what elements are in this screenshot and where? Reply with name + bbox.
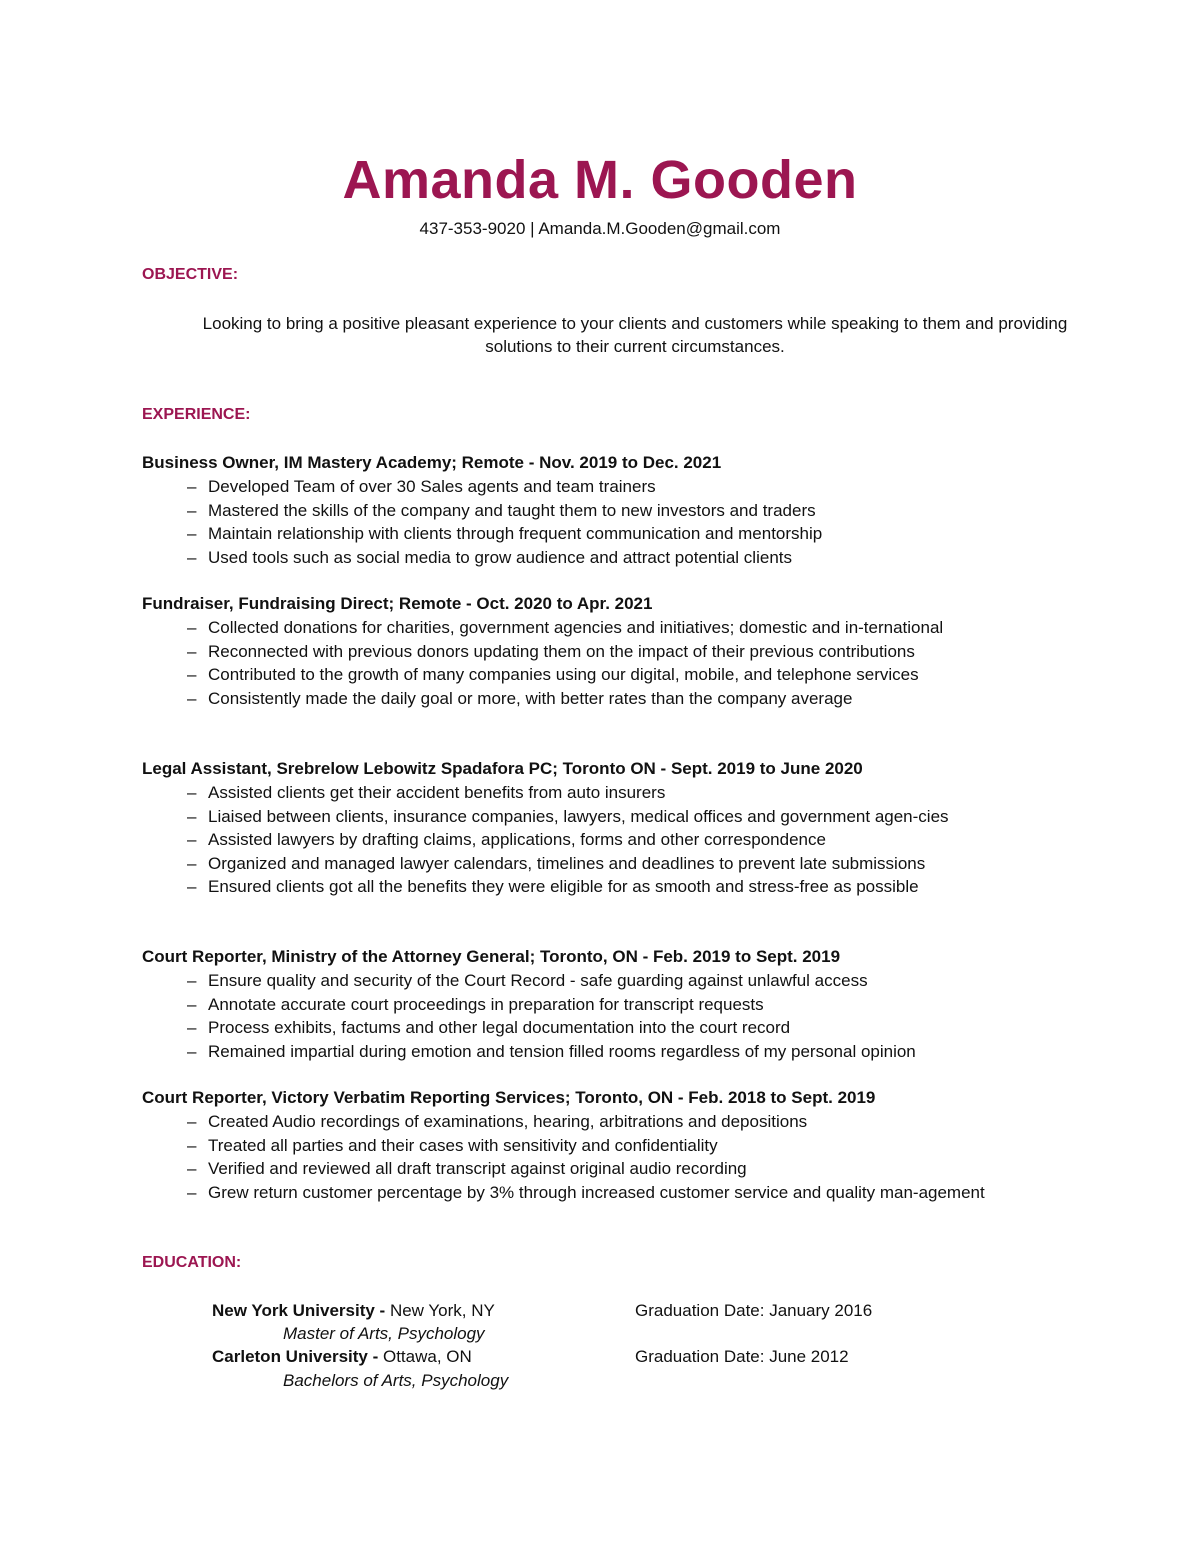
bullet-text: Grew return customer percentage by 3% through increased customer service and quality man-agement xyxy=(208,1182,985,1202)
education-entry xyxy=(212,1300,495,1322)
degree: Bachelors of Arts, Psychology xyxy=(283,1371,509,1390)
list-item xyxy=(187,616,1047,640)
list-item xyxy=(187,805,1047,829)
bullet-text: Contributed to the growth of many companies using our digital, mobile, and telephone services xyxy=(208,665,919,684)
dash-bullet-icon: – xyxy=(187,830,197,849)
job-title: Legal Assistant, Srebrelow Lebowitz Spadafora PC; Toronto ON - Sept. 2019 to June 2020 xyxy=(142,759,863,778)
bullet-text: Collected donations for charities, government agencies and initiatives; domestic and in-ternational xyxy=(208,618,944,637)
list-item xyxy=(187,663,1047,687)
list-item xyxy=(187,1040,1047,1064)
list-item xyxy=(187,640,1047,664)
dash-bullet-icon: – xyxy=(187,994,197,1014)
bullet-text: Liaised between clients, insurance companies, lawyers, medical offices and government agen-cies xyxy=(208,806,949,826)
list-item xyxy=(187,546,1047,570)
dash-bullet-icon: – xyxy=(187,477,197,496)
dash-bullet-icon: – xyxy=(187,547,197,567)
bullet-text: Organized and managed lawyer calendars, timelines and deadlines to prevent late submissions xyxy=(208,853,926,873)
bullet-text: Assisted lawyers by drafting claims, applications, forms and other correspondence xyxy=(208,830,826,849)
dash-bullet-icon: – xyxy=(187,618,197,637)
experience-heading: EXPERIENCE: xyxy=(142,406,251,423)
dash-bullet-icon: – xyxy=(187,1041,197,1061)
graduation-date: Graduation Date: June 2012 xyxy=(635,1347,849,1366)
school-location: New York, NY xyxy=(385,1301,495,1320)
bullet-text: Remained impartial during emotion and tension filled rooms regardless of my personal opinion xyxy=(208,1041,916,1061)
dash-bullet-icon: – xyxy=(187,1112,197,1131)
bullet-text: Treated all parties and their cases with sensitivity and confidentiality xyxy=(208,1135,718,1155)
objective-heading: OBJECTIVE: xyxy=(142,266,239,283)
list-item xyxy=(187,687,1047,711)
dash-bullet-icon: – xyxy=(187,641,197,661)
bullet-text: Mastered the skills of the company and taught them to new investors and traders xyxy=(208,500,816,520)
dash-bullet-icon: – xyxy=(187,1135,197,1155)
list-item xyxy=(187,1134,1047,1158)
education-entry xyxy=(212,1346,472,1368)
list-item xyxy=(187,1110,1047,1134)
candidate-name: Amanda M. Gooden xyxy=(342,150,858,210)
list-item xyxy=(187,969,1047,993)
bullet-text: Created Audio recordings of examinations, hearing, arbitrations and depositions xyxy=(208,1112,808,1131)
bullet-text: Maintain relationship with clients through frequent communication and mentorship xyxy=(208,524,823,543)
degree: Master of Arts, Psychology xyxy=(283,1324,485,1343)
dash-bullet-icon: – xyxy=(187,783,197,802)
job-title: Court Reporter, Victory Verbatim Reporting Services; Toronto, ON - Feb. 2018 to Sept. 2019 xyxy=(142,1088,876,1107)
dash-bullet-icon: – xyxy=(187,500,197,520)
school-name: New York University - xyxy=(212,1301,386,1320)
list-item xyxy=(187,499,1047,523)
dash-bullet-icon: – xyxy=(187,877,197,896)
job-bullet-list xyxy=(187,781,1047,899)
objective-text: Looking to bring a positive pleasant experience to your clients and customers while speaking to them and providing solutions to their current circumstances. xyxy=(202,314,1068,356)
education-heading: EDUCATION: xyxy=(142,1254,242,1271)
job-bullet-list xyxy=(187,1110,1047,1204)
list-item xyxy=(187,875,1047,899)
list-item xyxy=(187,475,1047,499)
school-location: Ottawa, ON xyxy=(378,1347,472,1366)
dash-bullet-icon: – xyxy=(187,665,197,684)
bullet-text: Developed Team of over 30 Sales agents and team trainers xyxy=(208,477,656,496)
job-bullet-list xyxy=(187,969,1047,1063)
list-item xyxy=(187,852,1047,876)
list-item xyxy=(187,781,1047,805)
dash-bullet-icon: – xyxy=(187,1159,197,1178)
dash-bullet-icon: – xyxy=(187,524,197,543)
job-title: Court Reporter, Ministry of the Attorney General; Toronto, ON - Feb. 2019 to Sept. 2019 xyxy=(142,947,841,966)
bullet-text: Reconnected with previous donors updating them on the impact of their previous contributions xyxy=(208,641,915,661)
dash-bullet-icon: – xyxy=(187,688,197,708)
dash-bullet-icon: – xyxy=(187,971,197,990)
bullet-text: Process exhibits, factums and other legal documentation into the court record xyxy=(208,1018,791,1037)
graduation-date: Graduation Date: January 2016 xyxy=(635,1301,873,1320)
dash-bullet-icon: – xyxy=(187,806,197,826)
list-item xyxy=(187,1157,1047,1181)
job-title: Business Owner, IM Mastery Academy; Remote - Nov. 2019 to Dec. 2021 xyxy=(142,453,722,472)
dash-bullet-icon: – xyxy=(187,853,197,873)
bullet-text: Assisted clients get their accident benefits from auto insurers xyxy=(208,783,666,802)
list-item xyxy=(187,522,1047,546)
dash-bullet-icon: – xyxy=(187,1018,197,1037)
list-item xyxy=(187,828,1047,852)
list-item xyxy=(187,1016,1047,1040)
list-item xyxy=(187,993,1047,1017)
bullet-text: Used tools such as social media to grow audience and attract potential clients xyxy=(208,547,792,567)
list-item xyxy=(187,1181,1047,1205)
dash-bullet-icon: – xyxy=(187,1182,197,1202)
job-bullet-list xyxy=(187,616,1047,710)
bullet-text: Ensure quality and security of the Court Record - safe guarding against unlawful access xyxy=(208,971,868,990)
bullet-text: Verified and reviewed all draft transcript against original audio recording xyxy=(208,1159,747,1178)
contact-info: 437-353-9020 | Amanda.M.Gooden@gmail.com xyxy=(419,219,781,238)
bullet-text: Annotate accurate court proceedings in preparation for transcript requests xyxy=(208,994,764,1014)
job-bullet-list xyxy=(187,475,1047,569)
bullet-text: Consistently made the daily goal or more, with better rates than the company average xyxy=(208,688,853,708)
job-title: Fundraiser, Fundraising Direct; Remote - Oct. 2020 to Apr. 2021 xyxy=(142,594,653,613)
bullet-text: Ensured clients got all the benefits they were eligible for as smooth and stress-free as possible xyxy=(208,877,919,896)
school-name: Carleton University - xyxy=(212,1347,379,1366)
